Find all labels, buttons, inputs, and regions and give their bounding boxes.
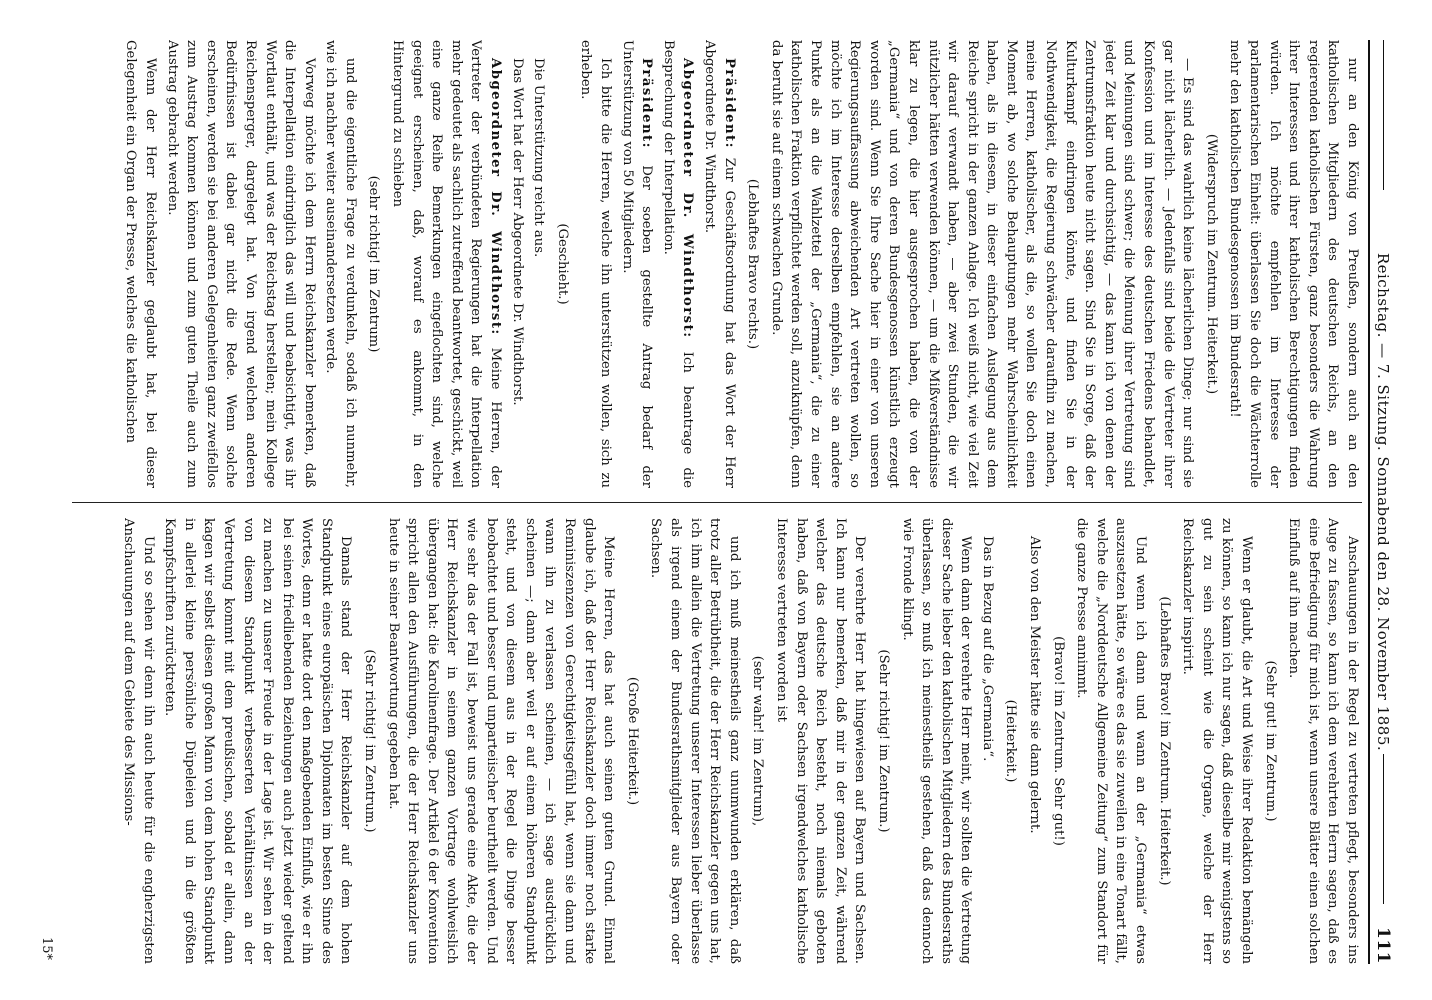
- stage-direction: [1201, 40, 1221, 488]
- stage-direction: [748, 518, 768, 964]
- paragraph-text: Meine Herren, der Vertreter der verbündeten Regierungen hat die Interpellation mehr gedeutet als sachlich zutreffend beantwortet, geschickt, weil eine ganze Reihe Bemerkungen eingeflochten sind, welche geeignet erscheinen, daß, worauf es ankommt, in den Hintergrund zu schieben: [390, 40, 504, 488]
- paragraph-text: (Bravo! im Zentrum. Sehr gut!): [1050, 636, 1066, 846]
- stage-direction: [1260, 518, 1280, 964]
- paragraph: [160, 518, 356, 964]
- paragraph-text: Der verehrte Herr hat hingewiesen auf Bayern und Sachsen. Ich kann nur bemerken, daß mir in der ganzen Zeit, während welcher das deutsche Reich besteht, noch niemals geboten haben, daß von Bayern oder Sachsen irgendwelches katholische Interesse vertreten worden ist: [773, 518, 868, 964]
- paragraph: [766, 40, 1197, 488]
- stage-direction: [1048, 518, 1068, 964]
- stage-direction: [360, 518, 380, 964]
- paragraph-text: (Sehr gut! im Zentrum.): [1262, 660, 1278, 822]
- paragraph: [162, 40, 319, 488]
- paragraph-text: Wenn dann der verehrte Herr meint, wir sollten die Vertretung dieser Sache lieber den katholischen Mitgliedern des Bundesraths überlassen, so muß ich meinestheils gestehen, daß das dennoch wie Fronde klingt.: [899, 518, 974, 964]
- paragraph: [121, 40, 160, 488]
- paragraph-text: (Lebhaftes Bravo rechts.): [745, 178, 761, 350]
- paragraph: [576, 40, 615, 488]
- paragraph-text: Ich beantrage die Besprechung der Interpellation.: [660, 40, 696, 488]
- paragraph: [771, 518, 869, 964]
- stage-direction: [1154, 518, 1174, 964]
- paragraph-text: (Sehr richtig! im Zentrum.): [875, 649, 891, 833]
- paragraph-text: (Lebhaftes Bravo! im Zentrum. Heiterkeit.): [1156, 596, 1172, 886]
- paragraph-text: Damals stand der Herr Reichskanzler auf dem hohen Standpunkt eines europäischen Diplomaten im besten Sinne des Wortes, denn er hatte dort den maßgebenden Einfluß, wie er ihn bei seinen friedliebenden Beziehungen auch jetzt wieder geltend zu machen zu unserer Freude in der Lage ist. Wir sehen in der von diesem Standpunkt verbesserten Verhältnissen an der Vertretung kommt mit dem preußischen, sobald er allein, dann kagen wir selbst diesen großen Mann von dem hohen Standpunkt in allerlei kleine persönliche Düpeleien und in die größten Kampfschriften zurücktreten.: [162, 518, 354, 964]
- paragraph-text: (Widerspruch im Zentrum. Heiterkeit.): [1203, 133, 1219, 395]
- paragraph-text: (Sehr richtig! im Zentrum.): [362, 649, 378, 833]
- paragraph: [388, 40, 506, 488]
- stage-direction: [1001, 518, 1021, 964]
- paragraph: [1284, 518, 1362, 964]
- paragraph: [658, 40, 697, 488]
- stage-direction: [364, 40, 384, 488]
- paragraph: [118, 518, 157, 964]
- paragraph-text: Und so sehen wir denn ihn auch heute für die engherzigsten Anschauungen auf dem Gebiete des Missions-: [120, 518, 156, 964]
- paragraph: [1178, 518, 1256, 964]
- paragraph: [1025, 518, 1045, 964]
- signature-mark: 15*: [39, 936, 54, 960]
- paragraph: [321, 40, 360, 488]
- speaker-name: Abgeordneter Dr. Windthorst:: [680, 58, 696, 339]
- speaker-name: Präsident:: [721, 58, 737, 150]
- paragraph-text: Vorweg möchte ich dem Herrn Reichskanzler bemerken, daß die Interpellation eindringlich das will und beabsichtigt, was ihr Wortlaut enthält, und was der Reichstag herstellen; mein Kollege Reichensperger, dargelegt hat. Von irgend welchen anderen Bedürfnissen ist dabei gar nicht die Rede. Wenn solche erscheinen, werden sie bei anderen Gelegenheiten ganz zweifellos zum Austrag kommen können und zum guten Theile auch zum Austrag gebracht werden.: [164, 40, 317, 488]
- paragraph: [529, 40, 549, 488]
- paragraph-text: Zur Geschäftsordnung hat das Wort der Herr Abgeordnete Dr. Windthorst.: [702, 40, 737, 488]
- paragraph-text: (Heiterkeit.): [1003, 699, 1019, 783]
- paragraph-text: Und wenn ich dann und wann an der „Germania“ etwas auszusetzen hätte, so wäre es das sie zuweilen in eine Tonart fällt, welche die „Norddeutsche Allgemeine Zeitung“ zum Standort für die ganze Presse annimmt.: [1074, 518, 1149, 964]
- paragraph: [383, 518, 618, 964]
- paragraph-text: — Es sind das wahrlich keine lächerlichen Dinge; nur sind sie gar nicht lächerlich. — Jedenfalls sind beide die Vertreter ihrer Konfession und im Interesse des deutschen Friedens behandlet, und Meinungen sind schwer; die Meinung ihrer Vertretung sind jeder Zeit klar und durchsichtig, — das kann ich von denen der Zentrumsfraktion heute nicht sagen. Sind Sie in Sorge, daß der Kulturkampf eindringen könnte, und finden Sie in der Nothwendigkeit, die Regierung schwächer daraufhin zu machen, meine Herren, katholischer, als die, so wollen Sie doch einen Moment ab, wo solche Behauptungen mehr Wahrscheinlichkeit haben, als in diesem, in dieser einfachen Auslegung aus dem Reiche spricht in der ganzen Anlage. Ich weiß nicht, wie viel Zeit wir darauf verwandt haben, — aber zwei Stunden, die wir nützlicher hätten verwenden können, — um die Mißverständnisse klar zu legen, die hier ausgesprochen haben, die von der „Germania“ und von deren Bundesgenossen künstlich erzeugt worden sind. Wenn Sie Ihre Sache hier in einer von unseren Regierungsauffassung abweichenden Art vertreten wollen, so möchte ich im Interesse derselben empfehlen, sie an andere Punkte als an die Wahlzettel der „Germania“, die zu einer katholischen Fraktion verpflichtet werden soll, anzuknüpfen, denn da beruht sie auf einem schwachen Grunde.: [768, 40, 1196, 488]
- paragraph-text: Ich bitte die Herren, welche ihn unterstützen wollen, sich zu erheben.: [578, 40, 614, 488]
- paragraph-text: (Geschieht.): [554, 223, 570, 305]
- paragraph-text: Wenn er glaubt, die Art und Weise ihrer Redaktion bemängeln zu können, so kann ich nur sagen, daß dieselbe mir wenigstens so gut zu sein scheint wie die Organe, welche der Herr Reichskanzler inspirirt.: [1180, 518, 1255, 964]
- paragraph: [897, 518, 975, 964]
- paragraph: [977, 518, 997, 964]
- column-divider: [72, 502, 1362, 503]
- paragraph-text: Die Unterstützung reicht aus.: [531, 58, 547, 258]
- stage-direction: [552, 40, 572, 488]
- paragraph-text: Also von den Meister hätte sie dann gelernt.: [1027, 536, 1043, 834]
- page-number: 111: [1373, 927, 1393, 964]
- header-rule-right: [1383, 754, 1384, 904]
- paragraph-text: und die eigentliche Frage zu verdunkeln, sodaß ich nunmehr, wie ich nachher weiter auseinandersetzen werde.: [323, 40, 358, 488]
- paragraph-text: Meine Herren, das hat auch seinen guten Grund. Einmal glaube ich, daß der Herr Reichskanzler doch immer noch starke Reminiszenzen von Gerechtigkeitsgefühl hat, wenn sie dann und wann ihn zu verlassen scheinen, — ich sage ausdrücklich scheinen —; dann aber weil er auf einem höheren Standpunkt steht, und von diesem aus in der Regel die Dinge besser beobachtet und besser und unparteiischer beurtheilt werden. Und wie sehr das der Fall ist, beweist uns gerade eine Akte, die der Herr Reichskanzler in seinem ganzen Vortrage wohlweislich übergangen hat: die Karolinenfrage. Der Artikel 6 der Konvention spricht allen den Ausführungen, die der Herr Reichskanzler uns heute in seiner Beantwortung gegeben hat.: [385, 518, 617, 964]
- paragraph-text: (sehr wahr! im Zentrum),: [750, 655, 766, 827]
- paragraph: [646, 518, 744, 964]
- paragraph: [699, 40, 738, 488]
- left-column: [62, 40, 1362, 488]
- paragraph-text: Der soeben gestellte Antrag bedarf der Unterstützung von 50 Mitgliedern.: [619, 40, 655, 488]
- paragraph-text: Das in Bezug auf die „Germania“.: [979, 536, 995, 762]
- paragraph: [507, 40, 527, 488]
- paragraph-text: und ich muß meinestheils ganz unumwunden erklären, daß trotz aller Betrübtheit, die der Herr Reichskanzler gegen uns hat, ich ihm allein die Vertretung unserer Interessen lieber überlasse als irgend einem der Bundesrathsmitglieder aus Bayern oder Sachsen.: [648, 518, 742, 964]
- stage-direction: [743, 40, 763, 488]
- speaker-name: Präsident:: [639, 58, 655, 150]
- paragraph-text: nur an den König von Preußen, sondern auch an den katholischen Mitgliedern des deutschen Reichs, an den regierenden katholischen Fürsten, ganz besonders die Wahrung ihrer Interessen und ihrer katholischen Berechtigungen finden würden. Ich möchte empfehlen im Interesse der parlamentarischen Einheit: überlassen Sie doch die Wächterrolle mehr den katholischen Bundesgenossen im Bundesrath!: [1227, 40, 1360, 488]
- page-header: [1368, 40, 1396, 964]
- stage-direction: [873, 518, 893, 964]
- stage-direction: [622, 518, 642, 964]
- speaker-name: Abgeordneter Dr. Windthorst:: [488, 58, 504, 336]
- paragraph: [1072, 518, 1150, 964]
- right-column: [62, 518, 1362, 964]
- paragraph-text: (Große Heiterkeit.): [624, 676, 640, 806]
- paragraph-text: Das Wort hat der Herr Abgeordnete Dr. Windthorst.: [509, 58, 525, 406]
- paragraph-text: Wenn der Herr Reichskanzler geglaubt hat, bei dieser Gelegenheit ein Organ der Presse, welches die katholischen: [123, 40, 158, 488]
- page-title: Reichstag. — 7. Sitzung. Sonnabend den 28. November 1885.: [1374, 252, 1392, 752]
- paragraph: [1225, 40, 1362, 488]
- paragraph: [617, 40, 656, 488]
- paragraph-text: Anschauungen in der Regel zu vertreten pflegt, besonders ins Auge zu fassen, so kann ich dem verehrten Herrn sagen, daß es eine Befriedigung für mich ist, wenn unsere Blätter einen solchen Einfluß auf ihn machen.: [1286, 518, 1360, 964]
- paragraph-text: (sehr richtig! im Zentrum): [366, 175, 382, 353]
